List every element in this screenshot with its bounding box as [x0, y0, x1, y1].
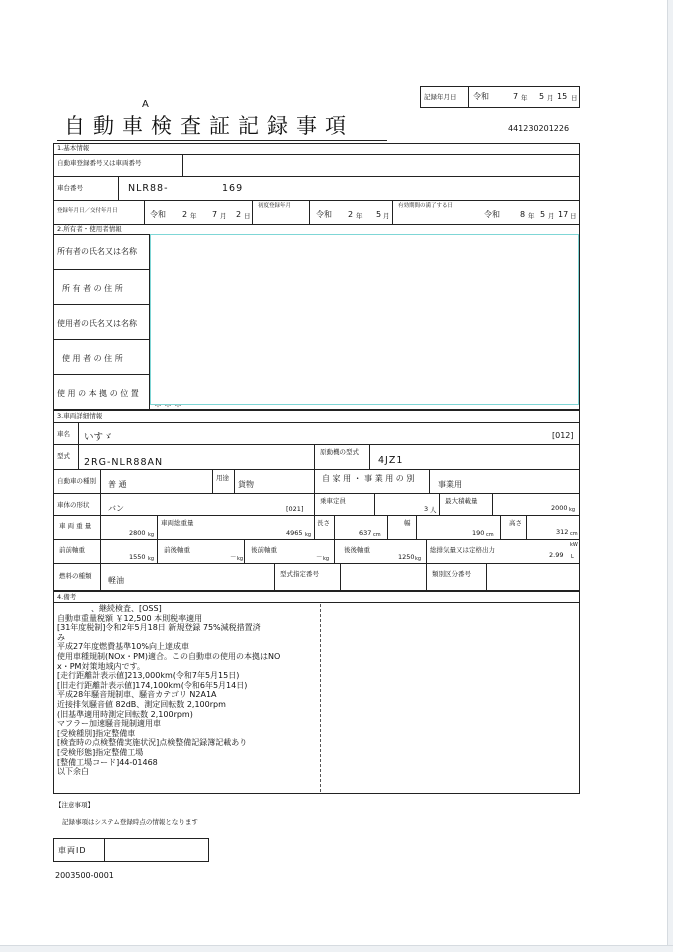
issue-era: 令和: [150, 210, 166, 219]
page-title: 自動車検査証記録事項: [64, 114, 354, 138]
remark-line: 近接排気騒音値 82dB、測定回転数 2,100rpm: [57, 700, 226, 709]
notes-text: 記録事項はシステム登録時点の情報となります: [62, 818, 198, 826]
rear-rear-axle-value: 1250: [398, 553, 415, 561]
reg-label: 自動車登録番号又は車両番号: [57, 159, 142, 167]
capacity-label: 乗車定員: [320, 497, 346, 505]
remark-line: [整備工場コード]44-01468: [57, 757, 158, 767]
remark-line: [受検形態]指定整備工場: [57, 748, 144, 757]
car-name-code: [012]: [552, 431, 574, 440]
owner-address-label: 所 有 者 の 住 所: [62, 284, 123, 293]
remark-line: 平成27年度燃費基準10%向上達成車: [57, 642, 189, 652]
body-shape-label: 車体の形状: [57, 501, 90, 509]
mark-a: A: [142, 99, 149, 110]
car-name-label: 車名: [57, 430, 70, 438]
remarks-section-title: 4.備考: [57, 593, 77, 601]
displacement-value: 2.99: [549, 551, 564, 559]
max-load-value: 2000: [551, 504, 568, 512]
vehicle-type-value: 普 通: [108, 480, 127, 489]
document-number: 441230201226: [508, 124, 570, 133]
engine-value: 4JZ1: [378, 455, 404, 466]
model-label: 型式: [57, 452, 70, 460]
remark-line: [検査時の点検整備実施状況]点検整備記録簿記載あり: [57, 738, 248, 748]
record-date-month: 5: [539, 92, 545, 101]
footer-code: 2003500-0001: [55, 871, 114, 880]
fuel-label: 燃料の種類: [59, 572, 92, 580]
issue-label: 登録年月日／交付年月日: [57, 208, 118, 214]
user-address-label: 使 用 者 の 住 所: [62, 354, 123, 363]
max-load-label: 最大積載量: [445, 497, 478, 505]
width-label: 幅: [404, 519, 411, 527]
chassis-value: NLR88-: [128, 183, 169, 194]
record-date-box: 記録年月日 令和 7 年 5 月 15 日: [420, 86, 580, 108]
vehicle-weight-label: 車 両 重 量: [59, 522, 92, 530]
basic-section-title: 1.基本情報: [57, 144, 90, 152]
gross-weight-value: 4965: [286, 529, 303, 537]
remark-line: x・PM対策地域内です。: [57, 661, 145, 671]
front-front-axle-label: 前前軸重: [59, 546, 85, 554]
displacement-label: 総排気量又は定格出力: [430, 546, 495, 554]
remark-line: (旧基準適用時測定回転数 2,100rpm): [57, 709, 193, 719]
first-reg-era: 令和: [316, 210, 332, 219]
use-label: 用途: [216, 474, 229, 482]
gross-weight-label: 車両総重量: [161, 519, 194, 527]
chassis-serial: 169: [222, 183, 244, 194]
record-date-year: 7: [513, 92, 519, 101]
vehicle-info-section: 3.車両詳細情報 車名 いすゞ [012] 型式 2RG-NLR88AN 原動機の型式 4JZ1 自動車の種別 普 通 用途 貨物 自 家 用 ・ 事 業 用 の 別 事業用 車体の形状 バン [021] 乗車定員 3 人 最大積載量 2000 kg 車 両 重 量 2800 kg 車両総重量 4965 kg 長さ 637 cm 幅 190 cm 高さ 312 cm 前前軸重 1550 kg 前後軸重 － kg 後前軸重 － kg 後後軸重 1250 kg 総排気量又は定格出力 kW 2.99 L 燃料の種類 軽油 型式指定番号 類別区分番号: [53, 410, 580, 591]
base-location-label: 使 用 の 本 拠 の 位 置: [57, 389, 139, 398]
redacted-owner-area: [150, 234, 579, 405]
remark-line: [旧走行距離計表示値]174,100km(令和6年5月14日): [57, 680, 248, 690]
rear-front-axle-label: 後前軸重: [251, 546, 277, 554]
use-value: 貨物: [238, 480, 254, 489]
engine-label: 原動機の型式: [320, 448, 359, 456]
remarks-section: [53, 591, 580, 794]
basic-info-section: 1.基本情報 自動車登録番号又は車両番号 車台番号 NLR88- 169 登録年月日／交付年月日 令和 2 年 7 月 2 日 初度登録年月 令和 2 年 5 月 有効期間の満了する日 令和 8 年 5 月 17 日: [53, 143, 580, 225]
expiry-era: 令和: [484, 210, 500, 219]
viewer-scroll-edge: [667, 0, 673, 951]
remark-line: み: [57, 632, 65, 642]
remark-line: 使用車種規制(NOx・PM)適合。この自動車の使用の本拠はNO: [57, 652, 281, 661]
business-value: 事業用: [438, 480, 462, 489]
vehicle-section-title: 3.車両詳細情報: [57, 412, 103, 420]
record-date-era: 令和: [473, 92, 489, 101]
record-date-label: 記録年月日: [424, 93, 457, 101]
title-underline: [57, 140, 387, 141]
length-value: 637: [359, 529, 372, 537]
record-date-day: 15: [557, 92, 568, 101]
vehicle-id-box: [53, 838, 209, 862]
body-shape-code: [021]: [286, 505, 304, 513]
remarks-lines: [57, 604, 319, 790]
front-rear-axle-label: 前後軸重: [164, 546, 190, 554]
owner-section-title: 2.所有者・使用者情報: [57, 225, 122, 233]
capacity-value: 3: [424, 505, 429, 513]
car-name-value: いすゞ: [84, 432, 113, 443]
front-front-axle-value: 1550: [129, 553, 146, 561]
front-rear-axle-value: －: [230, 553, 237, 561]
body-shape-value: バン: [108, 504, 124, 513]
remark-line: [受検種別]指定整備車: [57, 728, 136, 738]
expiry-label: 有効期間の満了する日: [398, 203, 454, 209]
remark-line: 平成28年騒音規制車、騒音カテゴリ N2A1A: [57, 690, 217, 700]
length-label: 長さ: [317, 519, 330, 527]
notes-label: 【注意事項】: [55, 801, 94, 809]
remark-line: 、継続検査、[OSS]: [91, 604, 162, 613]
owner-name-label: 所有者の氏名又は名称: [57, 247, 137, 256]
user-name-label: 使用者の氏名又は名称: [57, 319, 137, 328]
first-reg-label: 初度登録年月: [258, 203, 292, 209]
remark-line: マフラー加速騒音規制適用車: [57, 719, 161, 729]
rear-rear-axle-label: 後後軸重: [344, 546, 370, 554]
remark-line: [31年度税制]令和2年5月18日 新規登録 75%減税措置済: [57, 623, 261, 633]
remark-line: 以下余白: [57, 767, 89, 777]
height-value: 312: [556, 528, 569, 536]
class-number-label: 類別区分番号: [432, 570, 471, 578]
remark-line: 自動車重量税額 ￥12,500 本則税率適用: [57, 613, 203, 623]
vehicle-type-label: 自動車の種別: [57, 477, 96, 485]
business-label: 自 家 用 ・ 事 業 用 の 別: [322, 474, 415, 483]
fuel-value: 軽油: [108, 576, 124, 585]
width-value: 190: [472, 529, 485, 537]
chassis-label: 車台番号: [57, 184, 83, 192]
rear-front-axle-value: －: [316, 553, 323, 561]
vehicle-id-label: 車両ID: [58, 846, 87, 855]
type-designation-label: 型式指定番号: [280, 570, 319, 578]
vehicle-weight-value: 2800: [129, 529, 146, 537]
height-label: 高さ: [509, 519, 522, 527]
model-value: 2RG-NLR88AN: [84, 457, 164, 468]
remark-line: [走行距離計表示値]213,000km(令和7年5月15日): [57, 671, 240, 681]
